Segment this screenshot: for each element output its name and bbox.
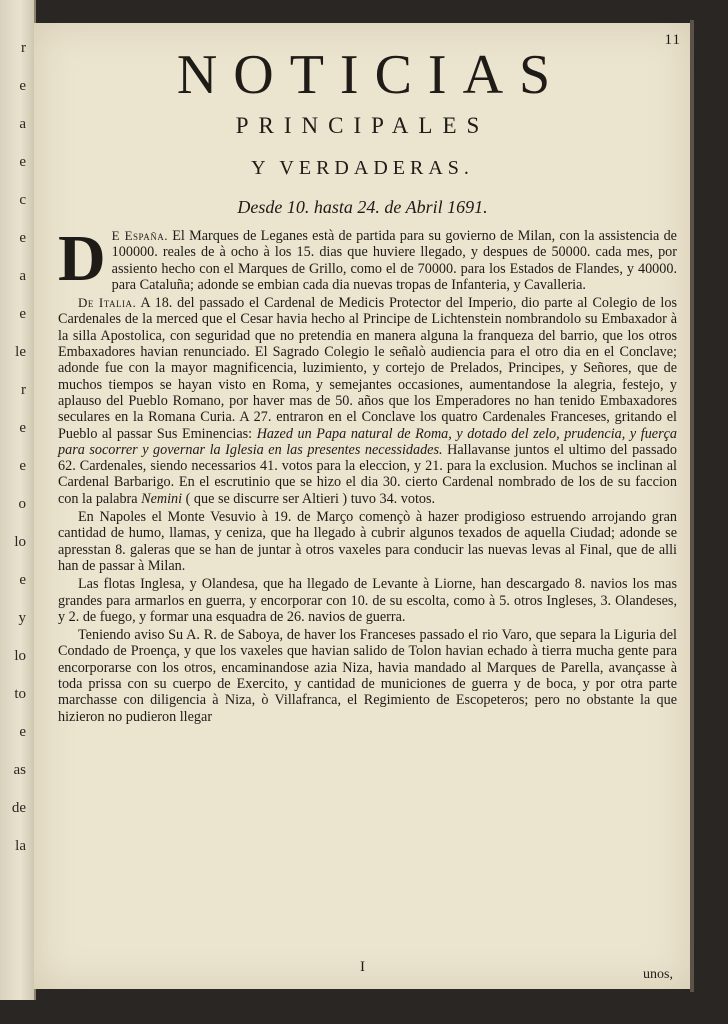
left-edge-fragment: de [11,800,26,816]
drop-cap: D [58,222,106,295]
adjacent-page-edge [0,0,36,1000]
left-edge-fragment: e [19,78,26,94]
signature-mark: I [360,959,365,975]
left-edge-fragment: a [19,116,26,132]
paragraph-text: ( que se discurre ser Altieri ) tuvo 34. votos. [185,490,436,507]
page-number: 11 [664,32,681,48]
paragraph-text: A 18. del passado el Cardenal de Medicis Protector del Imperio, dio parte al Colegio de los Cardenales de la merced que el Cesar havia hecho al Principe de Lichtenstein nombrandolo su Embaxador à la silla Apostolica, con seguridad que no pretendia en manera alguna la franqueza del barrio, que los otros Embaxadores havian renunciado. El Sagrado Colegio le señalò audiencia para el otro dia en el Conclave; adonde fue con la mayor magnificencia, luzimiento, y cortejo de Prelados, Principes, y Señores, que de muchos tiempos se hayan visto en Roma, y semejantes occasiones, aumentandose la alegria, festejo, y aplauso del Pueblo Romano, por haver mas de 50. años que los Emperadores no han tenido Embaxadores seculares en la Romana Curia. A 27. entraron en el Conclave los quatro Cardenales Franceses, gritando el Pueblo al passar Sus Eminencias: [58,295,677,442]
section-heading-italy: De Italia. [78,295,137,311]
page-edge-shadow [690,20,694,992]
left-edge-fragment: to [14,686,26,702]
paragraph-text: Hallavanse juntos el ultimo del passado 62. Cardenales, siendo necessarios 41. votos para la eleccion, y 21. para la exclusion. Muchos se inclinan al Cardenal Barbarigo. En el escrutinio que se hizo el dia 30. cierto Cardenal nombrado de los de su faccion con la palabra [58,441,677,507]
left-edge-fragment: e [19,230,26,246]
masthead-subtitle-2: Y VERDADERAS. [251,157,474,179]
left-edge-fragment: e [19,154,26,170]
left-edge-fragment: e [19,572,26,588]
left-edge-fragment: e [19,306,26,322]
italic-word: Nemini [141,490,183,507]
left-edge-fragment: e [19,724,26,740]
left-edge-fragment: e [19,458,26,474]
catchword: unos, [643,967,673,982]
left-edge-fragment: c [19,192,26,208]
masthead-subtitle: PRINCIPALES [235,113,490,138]
left-edge-fragment: as [13,762,26,778]
left-edge-fragment: r [21,40,26,56]
left-edge-fragment: e [19,420,26,436]
dateline: Desde 10. hasta 24. de Abril 1691. [237,197,488,217]
paragraph-spain [58,222,677,295]
paragraph-fleets: Las flotas Inglesa, y Olandesa, que ha llegado de Levante à Liorne, han descargado 8. navios los mas grandes para armarlos en guerra, y encorporar con 10. de su escolta, como à 5. otros Ingleses, 3. Olandeses, y 2. de fuego, y formar una esquadra de 26. navios de guerra. [58,576,677,625]
left-edge-fragment: lo [14,534,26,550]
left-edge-fragment: la [15,838,26,854]
left-edge-fragment: y [18,610,26,626]
left-edge-fragment: o [18,496,26,512]
left-edge-fragment: le [15,344,26,360]
left-edge-fragment: lo [14,648,26,664]
paragraph-text: El Marques de Leganes està de partida para su govierno de Milan, con la assistencia de 100000. reales de à ocho à los 15. dias que huviere llegado, y despues de 50000. cada mes, por assiento hecho con el Marques de Grillo, como el de 70000. para los Estados de Flandes, y 40000. para Cataluña; adonde se embian cada dia nuevas tropas de Infanteria, y Cavalleria. [111,228,677,293]
left-edge-fragment: a [19,268,26,284]
paragraph-savoy: Teniendo aviso Su A. R. de Saboya, de haver los Franceses passado el rio Varo, que separa la Liguria del Condado de Proença, y que los vaxeles que havian salido de Tolon havian echado à tierra mucha gente para encorporarse con los otros, encaminandose azia Niza, havia mandado al Marques de Parella, avançasse à toda prissa con su cuerpo de Exercito, y cantidad de municiones de guerra y de boca, y por otra parte marchasse con diligencia à Niza, ò Villafranca, el Regimiento de Escopeteros; pero no obstante la que hizieron no pudieron llegar [58,627,677,725]
left-edge-fragment: r [21,382,26,398]
article-body [58,222,677,727]
masthead-title: NOTICIAS [176,44,567,106]
paragraph-italy [58,295,677,507]
newspaper-page [34,23,691,989]
section-heading-spain: E España. [111,228,168,243]
italic-quote: Hazed un Papa natural de Roma, y dotado del zelo, prudencia, y fuerça para socorrer y governar la Iglesia en las presentes necessidades. [58,425,677,458]
paragraph-naples: En Napoles el Monte Vesuvio à 19. de Março començò à hazer prodigioso estruendo arrojando gran cantidad de humo, llamas, y ceniza, que ha llegado à cubrir algunos texados de aquella Ciudad; adonde se apresstan 8. galeras que se han de juntar à otros vaxeles para conducir las nuevas levas al Final, que de alli han de passar à Milan. [58,509,677,574]
